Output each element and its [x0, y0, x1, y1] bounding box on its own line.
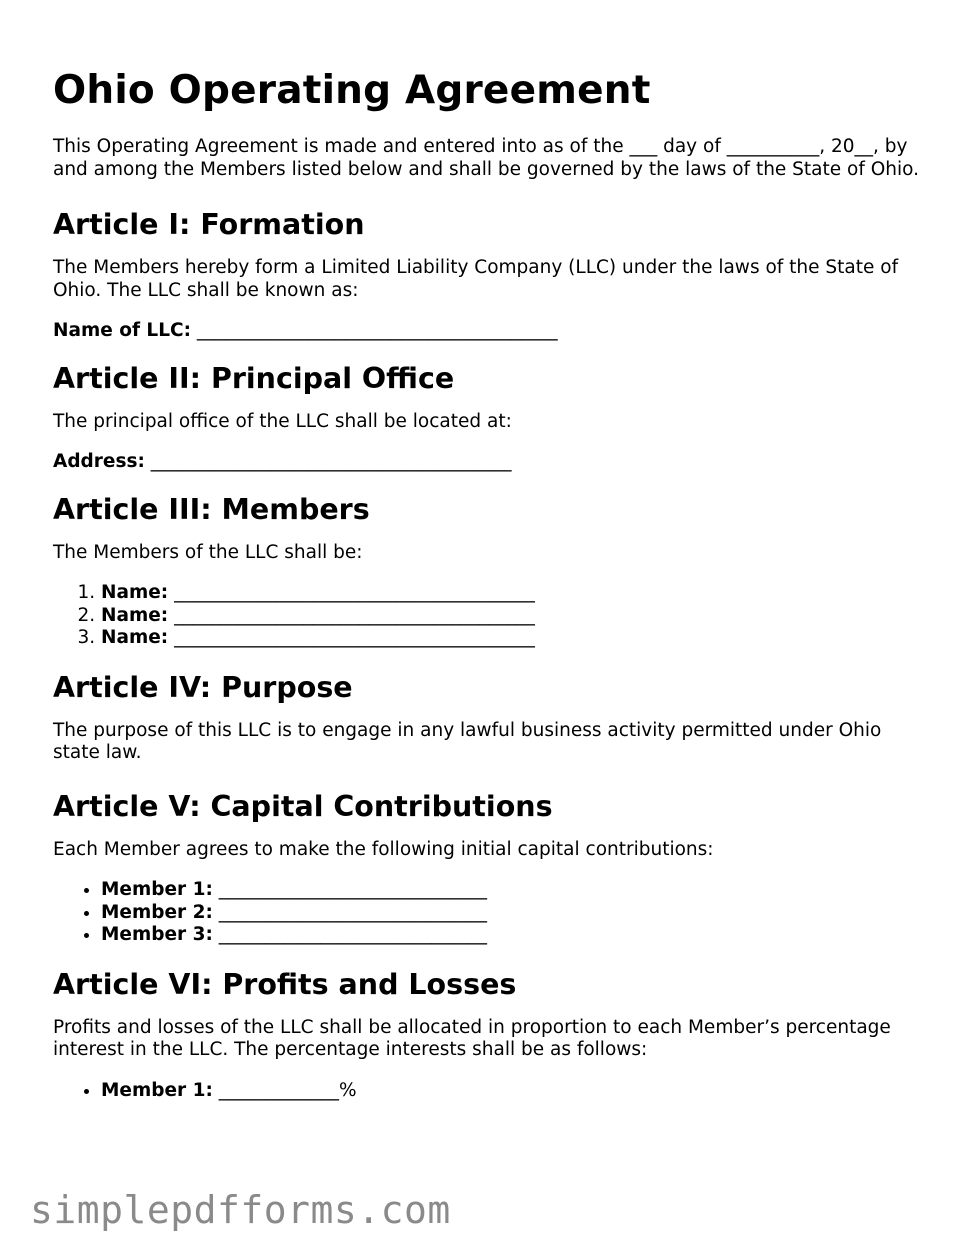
percentage-interests-list	[53, 1080, 923, 1103]
members-list	[53, 582, 923, 650]
article-1-heading: Article I: Formation	[53, 208, 365, 241]
article-4-heading: Article IV: Purpose	[53, 670, 353, 704]
article-3-text: The Members of the LLC shall be:	[53, 541, 363, 563]
member-name-label: Name:	[101, 604, 169, 626]
member-contribution-blank[interactable]: _____________________________	[218, 879, 487, 900]
member-name-blank[interactable]: _______________________________________	[174, 582, 535, 603]
list-item[interactable]	[101, 902, 923, 925]
address-field[interactable]	[53, 451, 923, 474]
list-item[interactable]	[101, 1080, 923, 1103]
member-name-label: Name:	[101, 627, 169, 648]
article-4-text: The purpose of this LLC is to engage in any lawful business activity permitted under Ohio state law.	[53, 719, 882, 763]
article-1-text: The Members hereby form a Limited Liability Company (LLC) under the laws of the State of Ohio. The LLC shall be known as:	[53, 257, 899, 301]
address-label: Address:	[53, 451, 145, 472]
document-page	[53, 66, 923, 1122]
member-name-label: Name:	[101, 582, 169, 603]
list-item[interactable]	[101, 924, 923, 947]
capital-contributions-list	[53, 879, 923, 947]
document-title: Ohio Operating Agreement	[53, 68, 651, 113]
intro-paragraph: This Operating Agreement is made and entered into as of the ___ day of __________, 20__, by and among the Members listed below and shall be governed by the laws of the State of Ohio.	[53, 136, 920, 180]
list-item[interactable]	[101, 605, 923, 628]
list-item[interactable]	[101, 582, 923, 605]
llc-name-label: Name of LLC:	[53, 320, 191, 341]
member-contribution-label: Member 3:	[101, 924, 213, 945]
list-item[interactable]	[101, 879, 923, 902]
member-contribution-label: Member 1:	[101, 879, 213, 900]
list-item[interactable]	[101, 627, 923, 650]
member-contribution-blank[interactable]: _____________________________	[218, 924, 487, 945]
article-6-heading: Article VI: Profits and Losses	[53, 967, 517, 1001]
article-6-text: Profits and losses of the LLC shall be allocated in proportion to each Member’s percentage interest in the LLC. The percentage interests shall be as follows:	[53, 1016, 891, 1060]
member-percentage-label: Member 1:	[101, 1079, 213, 1101]
article-2-heading: Article II: Principal Office	[53, 361, 455, 395]
article-3-heading: Article III: Members	[53, 492, 370, 526]
watermark: simplepdfforms.com	[30, 1188, 451, 1232]
llc-name-blank[interactable]: _______________________________________	[196, 320, 558, 341]
member-contribution-blank[interactable]: _____________________________	[218, 901, 487, 923]
member-contribution-label: Member 2:	[101, 901, 213, 923]
article-2-text: The principal office of the LLC shall be located at:	[53, 410, 512, 432]
member-name-blank[interactable]: _______________________________________	[174, 604, 535, 626]
member-percentage-blank[interactable]: _____________%	[218, 1079, 357, 1101]
address-blank[interactable]: _______________________________________	[150, 451, 512, 472]
member-name-blank[interactable]: _______________________________________	[174, 627, 535, 648]
article-5-heading: Article V: Capital Contributions	[53, 789, 553, 823]
article-5-text: Each Member agrees to make the following initial capital contributions:	[53, 838, 714, 860]
llc-name-field[interactable]	[53, 320, 923, 343]
